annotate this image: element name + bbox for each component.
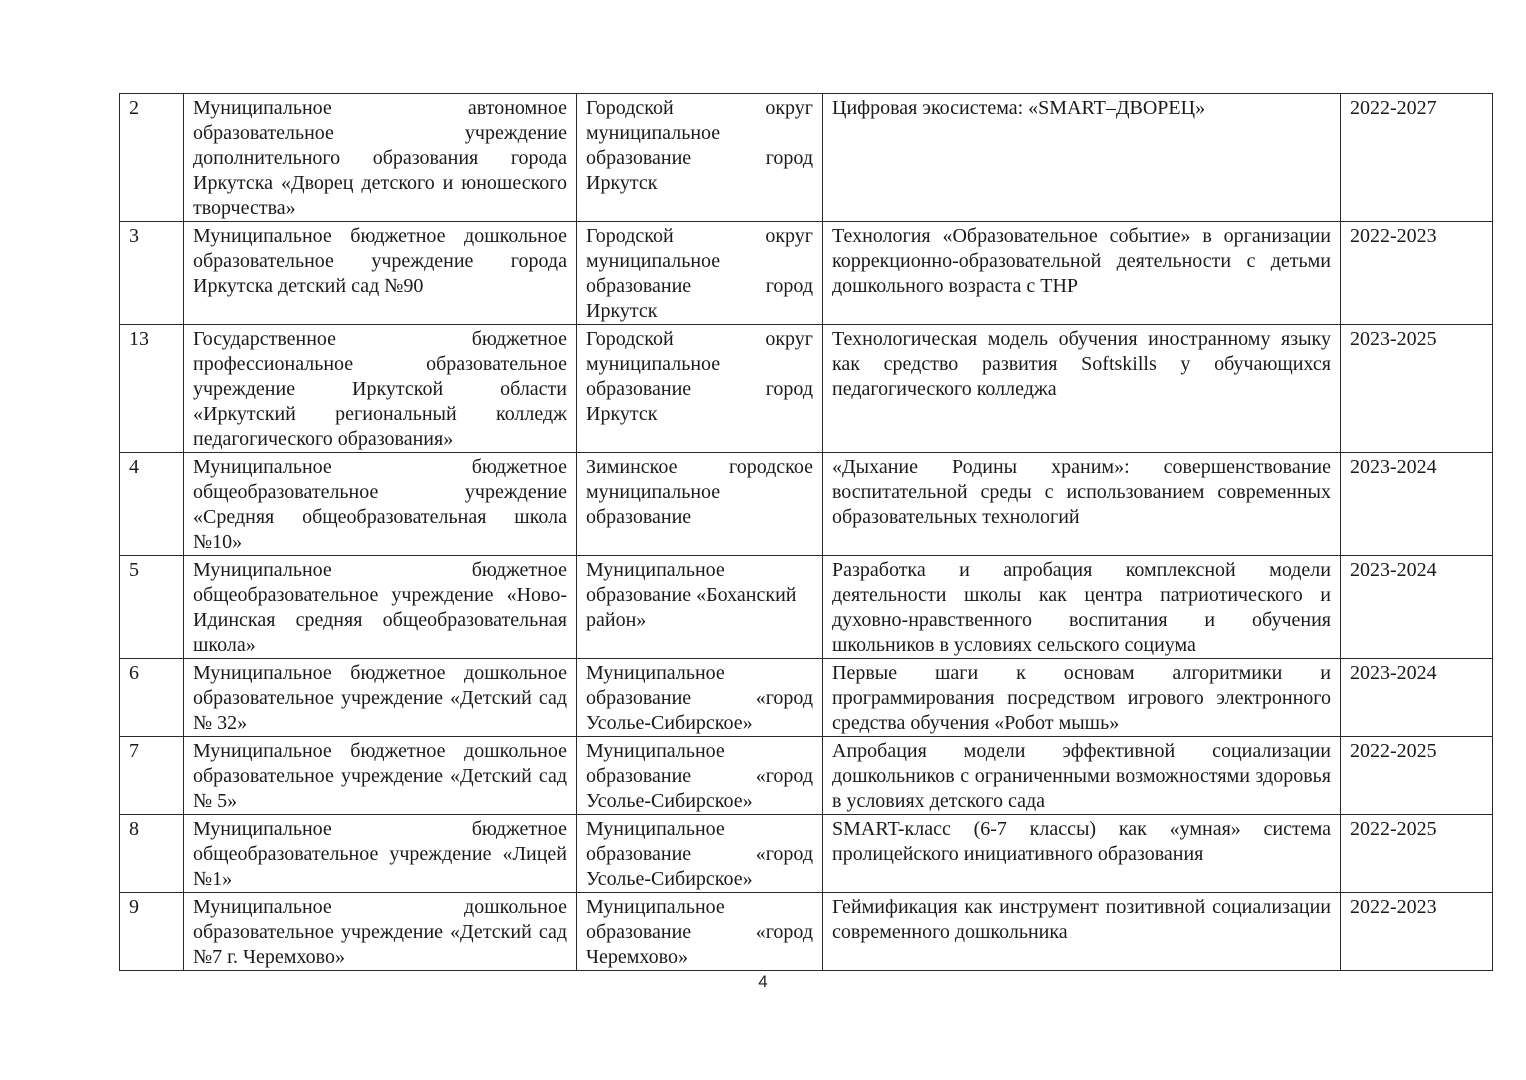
years-cell: 2023-2024: [1341, 659, 1493, 737]
organization-text: Муниципальное бюджетное общеобразовательное учреждение «Лицей №1»: [193, 818, 567, 890]
municipality-text: Муниципальное образование «Боханский район»: [586, 559, 797, 631]
project-cell: [823, 815, 1341, 893]
row-number-cell: 8: [120, 815, 184, 893]
municipality-cell: [577, 94, 823, 222]
row-number-cell: 3: [120, 222, 184, 325]
project-text: Цифровая экосистема: «SMART–ДВОРЕЦ»: [832, 97, 1206, 119]
municipality-cell: [577, 893, 823, 971]
table-row: [120, 893, 1493, 971]
project-cell: [823, 659, 1341, 737]
municipality-cell: [577, 453, 823, 556]
row-number-cell: 13: [120, 325, 184, 453]
row-number-cell: 2: [120, 94, 184, 222]
organization-text: Государственное бюджетное профессиональное образовательное учреждение Иркутской области «Иркутский региональный колледж педагогического образования»: [193, 328, 567, 450]
table-row: [120, 556, 1493, 659]
table-row: [120, 453, 1493, 556]
organization-cell: [184, 222, 577, 325]
municipality-cell: [577, 737, 823, 815]
row-number-cell: 5: [120, 556, 184, 659]
organization-cell: [184, 893, 577, 971]
organization-cell: [184, 556, 577, 659]
years-cell: 2022-2025: [1341, 815, 1493, 893]
table-row: [120, 659, 1493, 737]
years-cell: 2023-2024: [1341, 556, 1493, 659]
municipality-text: Зиминское городское муниципальное образование: [586, 456, 813, 528]
municipality-text: Муниципальное образование «город Черемхово»: [586, 896, 813, 968]
project-cell: [823, 737, 1341, 815]
organization-text: Муниципальное бюджетное дошкольное образовательное учреждение «Детский сад № 32»: [193, 662, 567, 734]
organization-text: Муниципальное бюджетное дошкольное образовательное учреждение «Детский сад № 5»: [193, 740, 567, 812]
municipality-cell: [577, 556, 823, 659]
project-text: Геймификация как инструмент позитивной социализации современного дошкольника: [832, 896, 1331, 943]
project-text: Апробация модели эффективной социализации дошкольников с ограниченными возможностями здоровья в условиях детского сада: [832, 740, 1331, 812]
organization-cell: [184, 325, 577, 453]
table-row: [120, 737, 1493, 815]
organization-cell: [184, 94, 577, 222]
project-text: Разработка и апробация комплексной модели деятельности школы как центра патриотического и духовно-нравственного воспитания и обучения школьников в условиях сельского социума: [832, 559, 1331, 656]
row-number-cell: 7: [120, 737, 184, 815]
organization-cell: [184, 737, 577, 815]
organization-text: Муниципальное бюджетное общеобразовательное учреждение «Ново-Идинская средняя общеобразовательная школа»: [193, 559, 567, 656]
municipality-cell: [577, 659, 823, 737]
municipality-text: Муниципальное образование «город Усолье-Сибирское»: [586, 662, 813, 734]
organization-text: Муниципальное автономное образовательное учреждение дополнительного образования города Иркутска «Дворец детского и юношеского творчества»: [193, 97, 567, 219]
table-row: [120, 325, 1493, 453]
row-number-cell: 4: [120, 453, 184, 556]
municipality-cell: [577, 815, 823, 893]
project-text: «Дыхание Родины храним»: совершенствование воспитательной среды с использованием современных образовательных технологий: [832, 456, 1331, 528]
organization-text: Муниципальное бюджетное общеобразовательное учреждение «Средняя общеобразовательная школа №10»: [193, 456, 567, 553]
project-cell: [823, 893, 1341, 971]
project-text: Технология «Образовательное событие» в организации коррекционно-образовательной деятельности с детьми дошкольного возраста с ТНР: [832, 225, 1331, 297]
municipality-text: Городской округ муниципальное образование город Иркутск: [586, 97, 813, 194]
table-row: [120, 222, 1493, 325]
page-number: 4: [758, 972, 768, 991]
project-cell: [823, 556, 1341, 659]
organization-cell: [184, 815, 577, 893]
organization-cell: [184, 453, 577, 556]
project-text: SMART-класс (6-7 классы) как «умная» система пролицейского инициативного образования: [832, 818, 1331, 865]
municipality-text: Городской округ муниципальное образование город Иркутск: [586, 225, 813, 322]
years-cell: 2022-2027: [1341, 94, 1493, 222]
project-text: Первые шаги к основам алгоритмики и программирования посредством игрового электронного средства обучения «Робот мышь»: [832, 662, 1331, 734]
project-cell: [823, 453, 1341, 556]
municipality-text: Муниципальное образование «город Усолье-Сибирское»: [586, 818, 813, 890]
project-cell: [823, 94, 1341, 222]
row-number-cell: 6: [120, 659, 184, 737]
project-cell: [823, 222, 1341, 325]
years-cell: 2022-2023: [1341, 222, 1493, 325]
organization-cell: [184, 659, 577, 737]
table-row: [120, 815, 1493, 893]
years-cell: 2023-2024: [1341, 453, 1493, 556]
row-number-cell: 9: [120, 893, 184, 971]
organization-text: Муниципальное бюджетное дошкольное образовательное учреждение города Иркутска детский сад №90: [193, 225, 567, 297]
municipality-text: Муниципальное образование «город Усолье-Сибирское»: [586, 740, 813, 812]
years-cell: 2022-2023: [1341, 893, 1493, 971]
years-cell: 2023-2025: [1341, 325, 1493, 453]
organization-text: Муниципальное дошкольное образовательное учреждение «Детский сад №7 г. Черемхово»: [193, 896, 567, 968]
project-cell: [823, 325, 1341, 453]
projects-table: [119, 93, 1493, 971]
table-row: [120, 94, 1493, 222]
years-cell: 2022-2025: [1341, 737, 1493, 815]
municipality-text: Городской округ муниципальное образование город Иркутск: [586, 328, 813, 425]
municipality-cell: [577, 325, 823, 453]
municipality-cell: [577, 222, 823, 325]
project-text: Технологическая модель обучения иностранному языку как средство развития Softskills у обучающихся педагогического колледжа: [832, 328, 1331, 400]
